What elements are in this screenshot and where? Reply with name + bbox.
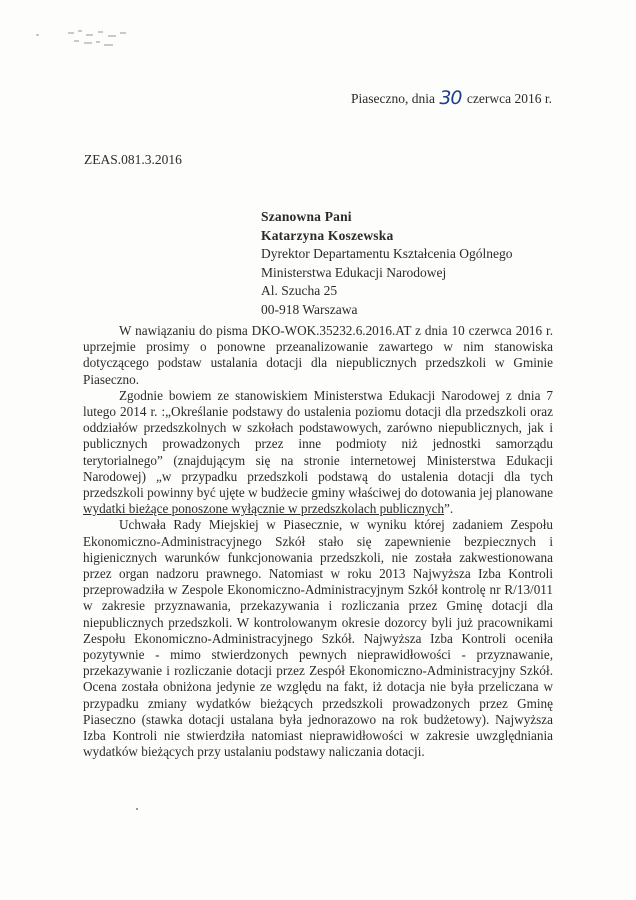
scan-speck (136, 808, 138, 810)
recipient-position: Dyrektor Departamentu Kształcenia Ogólnego (261, 246, 513, 262)
reference-number: ZEAS.081.3.2016 (84, 152, 182, 167)
faded-stamp-mark (28, 22, 148, 52)
paragraph-3: Uchwała Rady Miejskiej w Piasecznie, w wyniku której zadaniem Zespołu Ekonomiczno-Administracyjnego Szkół stało się zapewnienie bezpiecznych i higienicznych warunków funkcjonowania przedszkoli, nie została zakwestionowana przez organ nadzoru prawnego. Natomiast w roku 2013 Najwyższa Izba Kontroli przeprowadziła w Zespole Ekonomiczno-Administracyjnym Szkół kontrolę nr R/13/011 w zakresie przyznawania, przekazywania i rozliczania przez Gminę dotacji dla niepublicznych przedszkoli. W kontrolowanym okresie dozorcy byli już pracownikami Zespołu Ekonomiczno-Administracyjnego Szkół. Najwyższa Izba Kontroli oceniła pozytywnie - mimo stwierdzonych pewnych nieprawidłowości - przyznawanie, przekazywanie i rozliczanie dotacji przez Zespół Ekonomiczno-Administracyjny Szkół. Ocena została obniżona jedynie ze względu na fakt, iż dotacja nie była przeliczana w przypadku zmiany wydatków bieżących przedszkoli prowadzonych przez Gminę Piaseczno (stawka dotacji ustalana była jednorazowo na rok budżetowy). Najwyższa Izba Kontroli nie stwierdziła natomiast nieprawidłowości w zakresie uwzględniania wydatków bieżących przy ustalaniu podstawy naliczania dotacji. (83, 517, 553, 760)
paragraph-2-text: Zgodnie bowiem ze stanowiskiem Ministerstwa Edukacji Narodowej z dnia 7 lutego 2014 r. :„Określanie podstawy do ustalenia poziomu dotacji dla przedszkoli oraz oddziałów przedszkolnych w szkołach podstawowych, zarówno niepublicznych, jak i publicznych prowadzonych przez inne podmioty niż jednostki samorządu terytorialnego” (znajdującym się na stronie internetowej Ministerstwa Edukacji Narodowej) „w przypadku przedszkoli podstawą do ustalenia dotacji dla tych przedszkoli powinny być ujęte w budżecie gminy właściwej do dotowania jej planowane (83, 387, 553, 501)
date-city: Piaseczno, dnia (350, 91, 435, 106)
date-month-year: czerwca 2016 r. (466, 91, 552, 106)
date-day-handwritten: 30 (439, 87, 462, 109)
recipient-institution: Ministerstwa Edukacji Narodowej (261, 264, 447, 280)
letter-body (83, 323, 553, 760)
recipient-city: 00-918 Warszawa (261, 301, 358, 317)
letter-date (351, 86, 552, 108)
recipient-name: Katarzyna Koszewska (261, 227, 394, 243)
paragraph-2-end: ”. (444, 501, 454, 517)
recipient-block (261, 208, 513, 320)
recipient-street: Al. Szucha 25 (261, 283, 338, 299)
underlined-phrase: wydatki bieżące ponoszone wyłącznie w przedszkolach publicznych (83, 501, 445, 517)
paragraph-2 (83, 388, 553, 518)
recipient-salutation: Szanowna Pani (261, 209, 352, 224)
paragraph-1: W nawiązaniu do pisma DKO-WOK.35232.6.2016.AT z dnia 10 czerwca 2016 r. uprzejmie prosimy o ponowne przeanalizowanie zawartego w nim stanowiska dotyczącego podstaw ustalania dotacji dla niepublicznych przedszkoli w Gminie Piaseczno. (83, 323, 553, 387)
